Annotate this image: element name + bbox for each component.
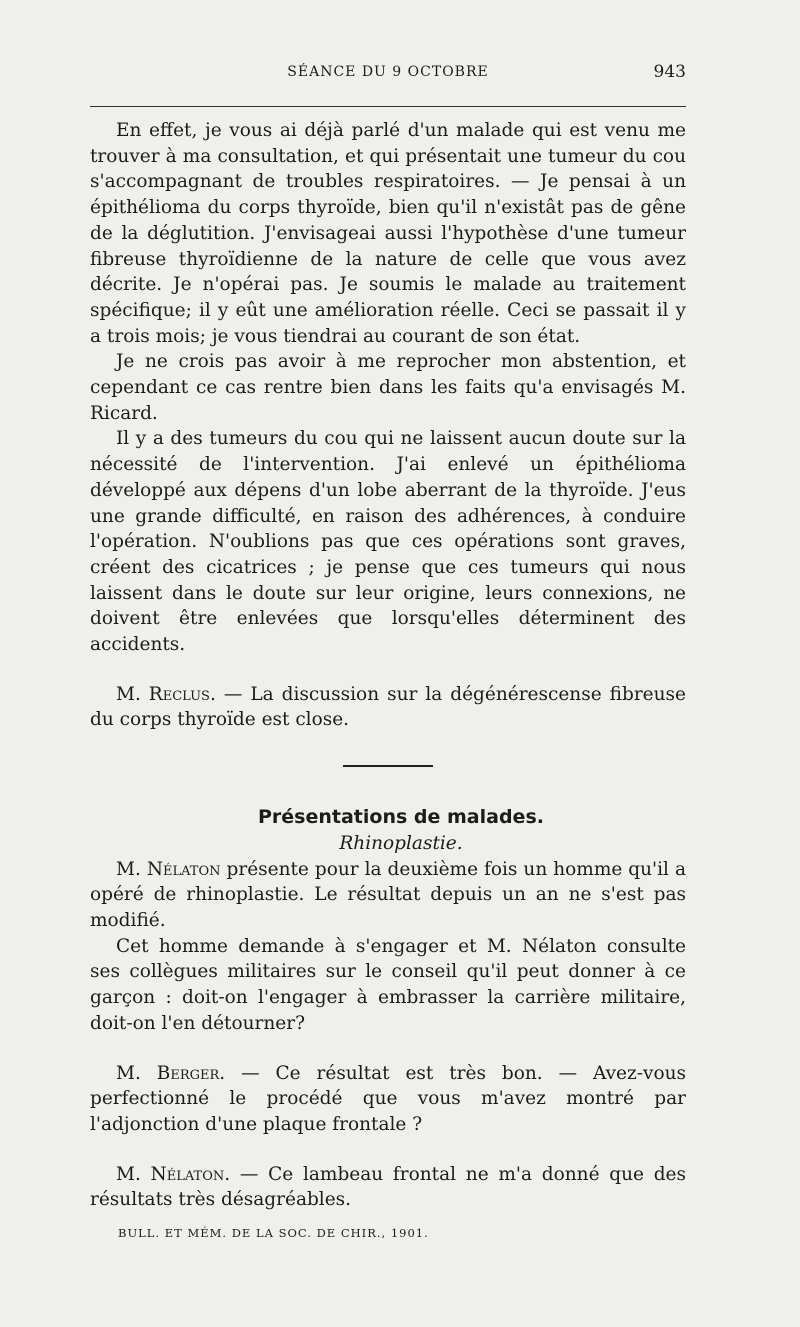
- page-number: 943: [653, 62, 686, 82]
- speaker-nelaton: M. Nélaton: [116, 858, 221, 880]
- paragraph-nelaton-presente: [90, 857, 686, 934]
- paragraph-deja-parle: En effet, je vous ai déjà parlé d'un malade qui est venu me trouver à ma consultation, et qui présentait une tumeur du cou s'accompagnant de troubles respiratoires. — Je pensai à un épithélioma du corps thyroïde, bien qu'il n'existât pas de gêne de la déglutition. J'envisageai aussi l'hypothèse d'une tumeur fibreuse thyroïdienne de la nature de celle que vous avez décrite. Je n'opérai pas. Je soumis le malade au traitement spécifique; il y eût une amélioration réelle. Ceci se passait il y a trois mois; je vous tiendrai au courant de son état.: [90, 120, 686, 347]
- reclus-statement: — La discussion sur la dégénérescense fibreuse du corps thyroïde est close.: [90, 683, 686, 731]
- paragraph-tumeurs-du-cou: Il y a des tumeurs du cou qui ne laissent aucun doute sur la nécessité de l'intervention. J'ai enlevé un épithélioma développé aux dépens d'un lobe aberrant de la thyroïde. J'eus une grande difficulté, en raison des adhérences, à conduire l'opération. N'oublions pas que ces opérations sont graves, créent des cicatrices ; je pense que ces tumeurs qui nous laissent dans le doute sur leur origine, leurs connexions, ne doivent être enlevées que lorsqu'elles déterminent des accidents.: [90, 428, 686, 656]
- spacer: [90, 658, 686, 682]
- section-title: Présentations de malades.: [258, 806, 544, 829]
- nelaton-reply: — Ce lambeau frontal ne m'a donné que des résultats très désagréables.: [90, 1163, 686, 1211]
- spacer: [90, 1138, 686, 1162]
- page-footer: BULL. ET MÉM. DE LA SOC. DE CHIR., 1901.: [118, 1226, 429, 1240]
- body-text: [90, 118, 686, 1213]
- spacer: [90, 1037, 686, 1061]
- berger-statement: — Ce résultat est très bon. — Avez-vous perfectionné le procédé que vous m'avez montré par l'adjonction d'une plaque frontale ?: [90, 1062, 687, 1135]
- paragraph-engager: Cet homme demande à s'engager et M. Nélaton consulte ses collègues militaires sur le conseil qu'il peut donner à ce garçon : doit-on l'engager à embrasser la carrière militaire, doit-on l'en détourner?: [90, 935, 686, 1034]
- section-separator: [343, 765, 433, 767]
- paragraph-berger: [90, 1061, 686, 1138]
- running-title: SÉANCE DU 9 OCTOBRE: [287, 64, 489, 80]
- paragraph-nelaton-reply: [90, 1162, 686, 1213]
- speaker-berger: M. Berger.: [116, 1062, 226, 1084]
- section-subtitle: Rhinoplastie.: [339, 832, 463, 854]
- header-rule: [90, 106, 686, 107]
- paragraph-reclus: [90, 682, 686, 733]
- nelaton-presentation: présente pour la deuxième fois un homme qu'il a opéré de rhinoplastie. Le résultat depuis un an ne s'est pas modifié.: [90, 858, 686, 931]
- paragraph-abstention: Je ne crois pas avoir à me reprocher mon abstention, et cependant ce cas rentre bien dans les faits qu'a envisagés M. Ricard.: [90, 351, 686, 424]
- page-header: [90, 62, 686, 92]
- speaker-nelaton-reply: M. Nélaton.: [116, 1163, 231, 1185]
- speaker-reclus: M. Reclus.: [116, 683, 216, 705]
